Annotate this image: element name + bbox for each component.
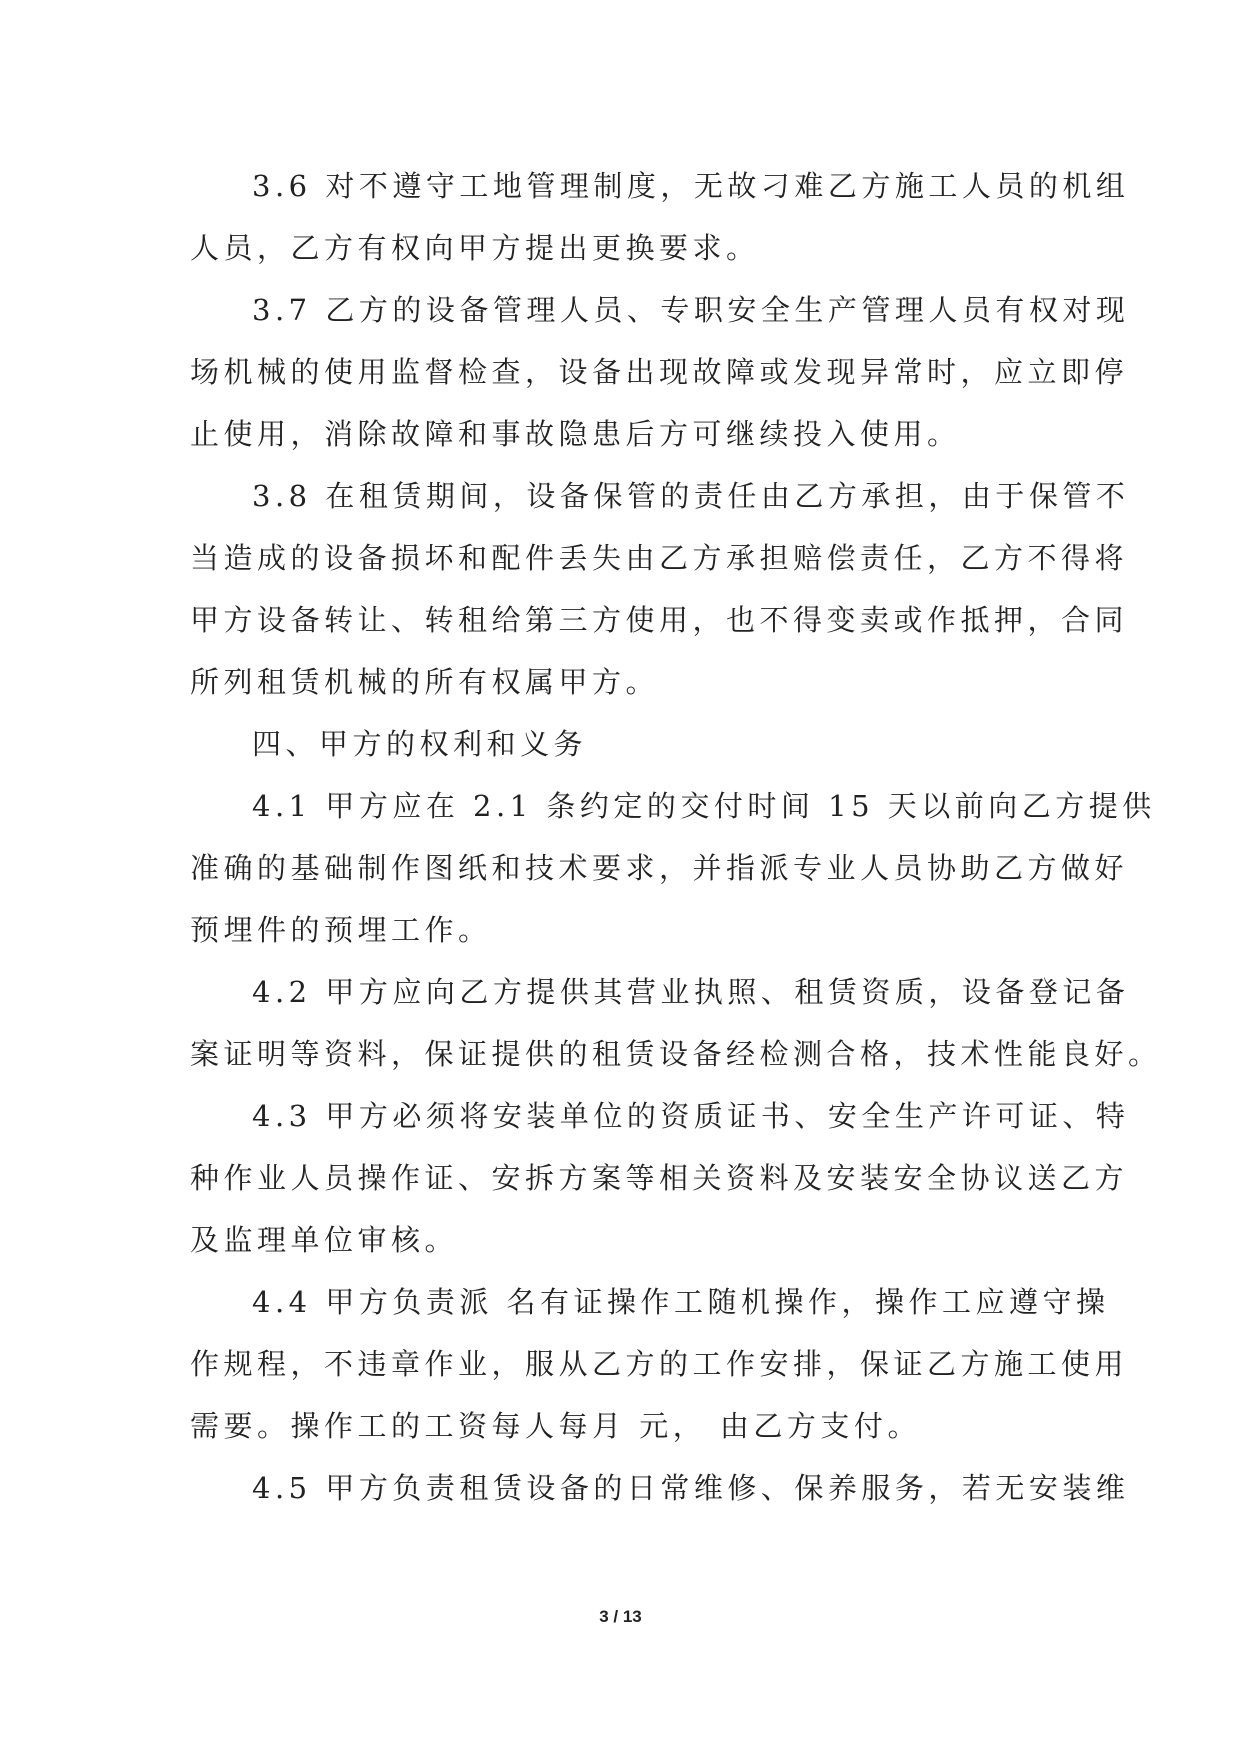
text-line: 4.5 甲方负责租赁设备的日常维修、保养服务，若无安装维 bbox=[252, 1471, 1130, 1505]
text-line: 所列租赁机械的所有权属甲方。 bbox=[190, 665, 660, 699]
text-line: 需要。操作工的工资每人每月 元， 由乙方支付。 bbox=[190, 1409, 921, 1443]
text-line: 3.6 对不遵守工地管理制度，无故刁难乙方施工人员的机组 bbox=[252, 169, 1130, 203]
text-line: 作规程，不违章作业，服从乙方的工作安排，保证乙方施工使用 bbox=[190, 1347, 1129, 1381]
text-line: 止使用，消除故障和事故隐患后方可继续投入使用。 bbox=[190, 417, 961, 451]
text-line: 4.2 甲方应向乙方提供其营业执照、租赁资质，设备登记备 bbox=[252, 975, 1130, 1009]
page-number: 3 / 13 bbox=[599, 1607, 642, 1626]
text-line: 4.1 甲方应在 2.1 条约定的交付时间 15 天以前向乙方提供 bbox=[252, 789, 1156, 823]
text-line: 4.4 甲方负责派 名有证操作工随机操作，操作工应遵守操 bbox=[252, 1285, 1110, 1319]
text-line: 种作业人员操作证、安拆方案等相关资料及安装安全协议送乙方 bbox=[190, 1161, 1129, 1195]
text-line: 甲方设备转让、转租给第三方使用，也不得变卖或作抵押，合同 bbox=[190, 603, 1129, 637]
text-line: 4.3 甲方必须将安装单位的资质证书、安全生产许可证、特 bbox=[252, 1099, 1130, 1133]
text-line: 预埋件的预埋工作。 bbox=[190, 913, 492, 947]
text-line: 四、甲方的权利和义务 bbox=[252, 727, 588, 761]
text-line: 及监理单位审核。 bbox=[190, 1223, 459, 1257]
text-line: 当造成的设备损坏和配件丢失由乙方承担赔偿责任，乙方不得将 bbox=[190, 541, 1129, 575]
text-line: 人员，乙方有权向甲方提出更换要求。 bbox=[190, 231, 760, 265]
text-line: 准确的基础制作图纸和技术要求，并指派专业人员协助乙方做好 bbox=[190, 851, 1129, 885]
text-line: 3.7 乙方的设备管理人员、专职安全生产管理人员有权对现 bbox=[252, 293, 1130, 327]
text-line: 3.8 在租赁期间，设备保管的责任由乙方承担，由于保管不 bbox=[252, 479, 1130, 513]
document-body bbox=[190, 155, 1162, 1519]
text-line: 案证明等资料，保证提供的租赁设备经检测合格，技术性能良好。 bbox=[190, 1037, 1162, 1071]
text-line: 场机械的使用监督检查，设备出现故障或发现异常时，应立即停 bbox=[190, 355, 1129, 389]
